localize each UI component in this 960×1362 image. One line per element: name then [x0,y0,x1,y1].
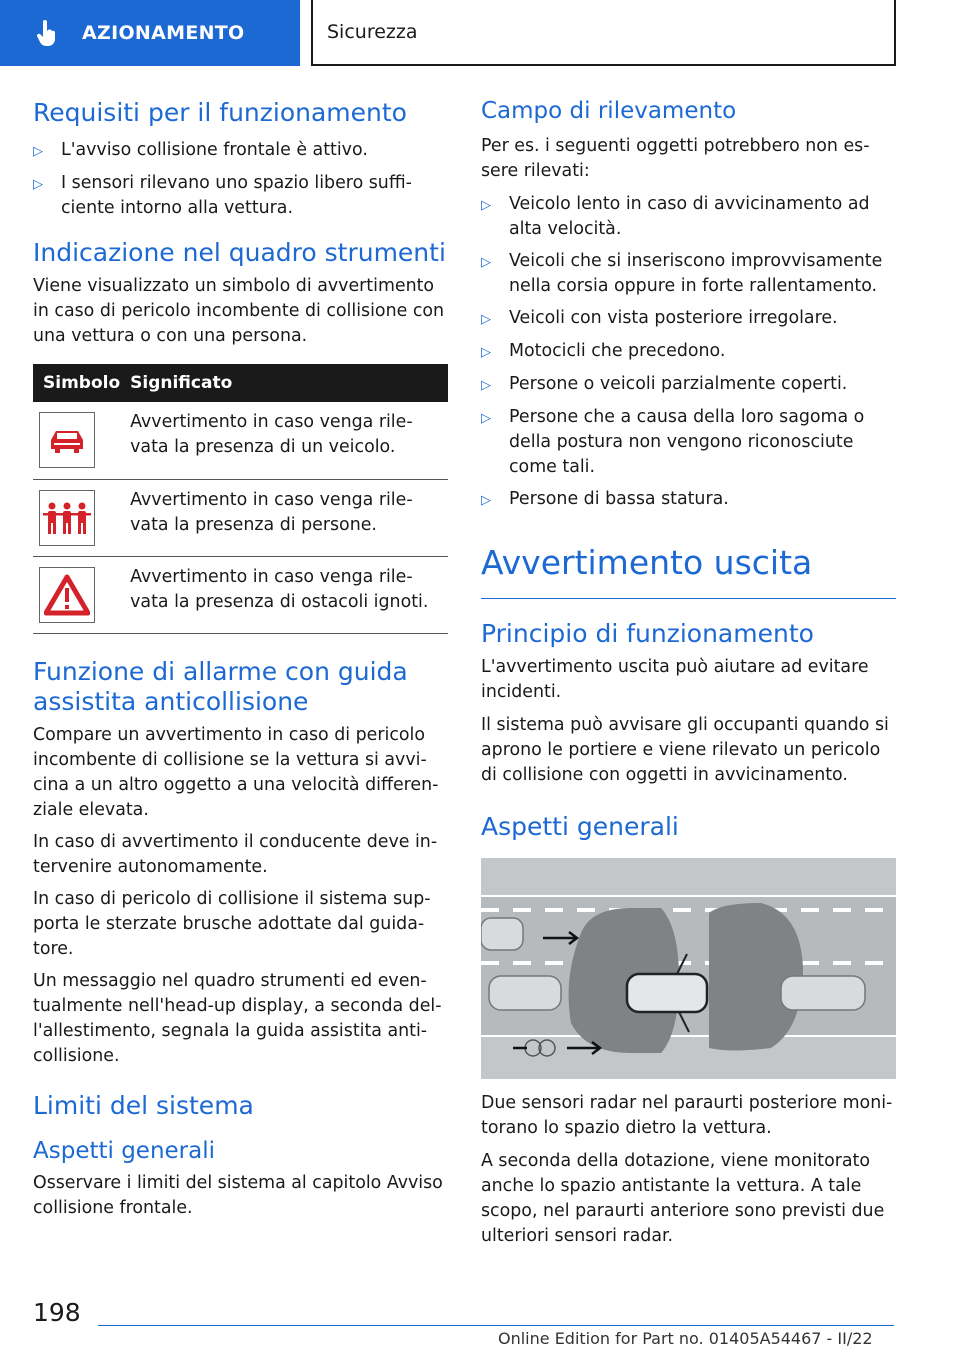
alarm-para: Un messaggio nel quadro strumenti ed even‐ tualmente nell'head-up display, a seconda del‐ l'allestimento, segnala la guida assistita anti‐ collisione. [33,970,442,1066]
req-title: Requisiti per il funzionamento [33,98,407,127]
list-item: ▷ Persone che a causa della loro sagoma o della postura non vengono riconosciute come tali. [481,405,896,480]
col-meaning-header: Significato [120,364,448,402]
principle-para: L'avvertimento uscita può aiutare ad evitare incidenti. [481,657,869,702]
list-item: ▷ Persone di bassa statura. [481,487,896,513]
table-row: Avvertimento in caso venga rile‐ vata la presenza di un veicolo. [33,402,448,479]
alarm-para: In caso di pericolo di collisione il sistema sup‐ porta le sterzate brusche adottate dal guida‐ tore. [33,888,431,959]
alarm-para: In caso di avvertimento il conducente deve in‐ tervenire autonomamente. [33,831,438,877]
list-item: ▷ Veicoli che si inseriscono improvvisamente nella corsia oppure in forte rallentamento. [481,249,896,299]
right-column [481,96,896,1249]
left-column [33,96,448,1221]
alarm-title: Funzione di allarme con guida assistita anticollisione [33,656,408,716]
exit-title: Avvertimento uscita [481,543,813,582]
page-number: 198 [33,1298,81,1327]
bullet-triangle-icon: ▷ [481,378,491,393]
ind-text: Viene visualizzato un simbolo di avvertimento in caso di pericolo incombente di collisione con una vettura o con una persona. [33,276,445,346]
section-tab [0,0,300,66]
list-item: ▷ Veicolo lento in caso di avvicinamento ad alta velocità. [481,192,896,242]
list-item: ▷ Persone o veicoli parzialmente coperti. [481,372,896,398]
limits-text: Osservare i limiti del sistema al capitolo Avviso collisione frontale. [33,1172,443,1218]
persons-warning-icon [39,490,95,546]
bullet-triangle-icon: ▷ [481,255,491,270]
general-title: Aspetti generali [481,812,679,841]
bullet-triangle-icon: ▷ [33,177,43,192]
section-rule [481,598,896,599]
footer-rule [98,1325,894,1326]
bullet-triangle-icon: ▷ [481,493,491,508]
symbol-table [33,364,448,634]
car-warning-icon [39,412,95,468]
list-item: ▷ L'avviso collisione frontale è attivo. [33,138,448,164]
field-list [481,192,896,513]
principle-para: Il sistema può avvisare gli occupanti quando si aprono le portiere e viene rilevato un pericolo di collisione con oggetti in avvicinamento. [481,715,889,785]
field-intro: Per es. i seguenti oggetti potrebbero non es‐ sere rilevati: [481,136,870,181]
bullet-triangle-icon: ▷ [481,312,491,327]
principle-title: Principio di funzionamento [481,619,814,648]
field-title: Campo di rilevamento [481,98,737,124]
bullet-triangle-icon: ▷ [481,198,491,213]
ind-title: Indicazione nel quadro strumenti [33,238,446,267]
chapter-header [311,0,896,66]
radar-illustration [481,858,896,1079]
list-item: ▷ I sensori rilevano uno spazio libero suffi‐ ciente intorno alla vettura. [33,171,448,221]
footer-edition: Online Edition for Part no. 01405A54467 - II/22 [498,1329,873,1348]
chapter-label: Sicurezza [327,21,418,43]
table-row: Avvertimento in caso venga rile‐ vata la presenza di persone. [33,479,448,556]
list-item: ▷ Motocicli che precedono. [481,339,896,365]
limits-title: Limiti del sistema [33,1090,254,1120]
general-para: A seconda della dotazione, viene monitorato anche lo spazio antistante la vettura. A tale scopo, nel paraurti anteriore sono previsti due ulteriori sensori radar. [481,1151,885,1246]
general-para: Due sensori radar nel paraurti posteriore moni‐ torano lo spazio dietro la vettura. [481,1093,893,1138]
section-label: AZIONAMENTO [82,22,245,44]
limits-subtitle: Aspetti generali [33,1137,216,1164]
alarm-para: Compare un avvertimento in caso di pericolo incombente di collisione se la vettura si avvi‐ cina a un altro oggetto a una velocità differen‐ ziale elevata. [33,724,439,820]
bullet-triangle-icon: ▷ [33,144,43,159]
table-row: Avvertimento in caso venga rile‐ vata la presenza di ostacoli ignoti. [33,556,448,633]
hand-pointer-icon [36,20,58,46]
list-item: ▷ Veicoli con vista posteriore irregolare. [481,306,896,332]
bullet-triangle-icon: ▷ [481,411,491,426]
col-symbol-header: Simbolo [33,364,120,402]
triangle-warning-icon [39,567,95,623]
bullet-triangle-icon: ▷ [481,345,491,360]
